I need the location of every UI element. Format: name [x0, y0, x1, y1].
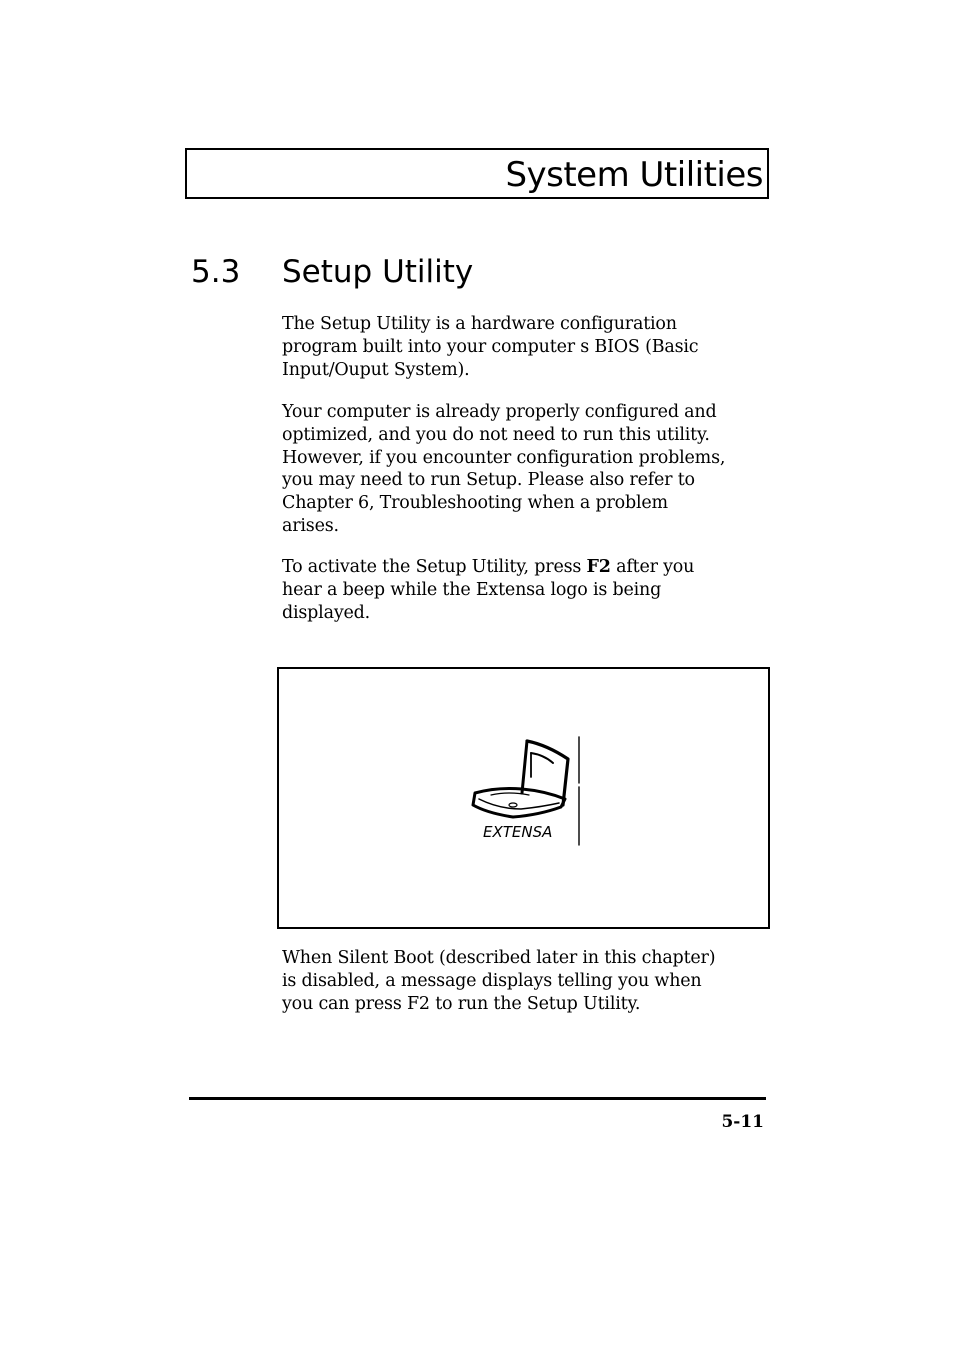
silent-boot-paragraph [282, 947, 772, 1015]
text-run: after you [610, 557, 695, 577]
paragraph-line: Chapter 6, Troubleshooting when a problem [282, 493, 668, 514]
paragraph-line: you can press F2 to run the Setup Utility. [282, 993, 641, 1014]
paragraph-line: When Silent Boot (described later in this chapter) [282, 948, 716, 968]
paragraph-line: Input/Ouput System). [282, 359, 470, 380]
extensa-logo-text: EXTENSA [483, 823, 553, 841]
intro-paragraph [282, 313, 772, 381]
f2-key-label: F2 [586, 557, 611, 577]
paragraph-line: hear a beep while the Extensa logo is being [282, 579, 662, 600]
paragraph-line: is disabled, a message displays telling you when [282, 970, 702, 991]
paragraph-line: The Setup Utility is a hardware configuration [282, 314, 677, 334]
paragraph-line: optimized, and you do not need to run this utility. [282, 424, 710, 445]
paragraph-line: However, if you encounter configuration problems, [282, 447, 726, 468]
configuration-paragraph [282, 401, 772, 538]
boot-screen-figure [277, 667, 770, 929]
paragraph-line: arises. [282, 515, 339, 536]
paragraph-line [282, 556, 772, 579]
paragraph-line: program built into your computer s BIOS (Basic [282, 336, 699, 357]
activation-paragraph [282, 556, 772, 624]
extensa-logo [469, 733, 589, 849]
section-number: 5.3 [191, 254, 241, 290]
text-run: To activate the Setup Utility, press [282, 557, 587, 577]
chapter-title: System Utilities [505, 155, 763, 195]
chapter-header-box [185, 148, 769, 199]
paragraph-line: displayed. [282, 602, 371, 623]
section-title: Setup Utility [282, 254, 474, 290]
paragraph-line: Your computer is already properly configured and [282, 402, 717, 422]
paragraph-line: you may need to run Setup. Please also refer to [282, 470, 695, 491]
footer-rule [189, 1097, 766, 1100]
page-number: 5-11 [721, 1112, 764, 1132]
